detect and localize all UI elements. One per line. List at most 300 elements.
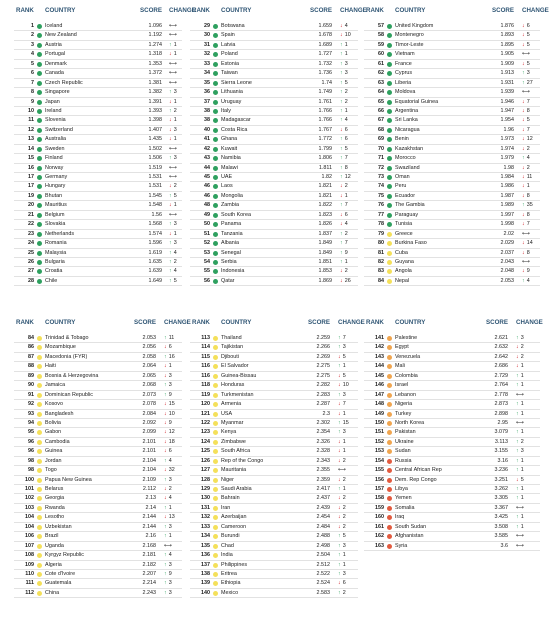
score: 1.849 [318,240,332,247]
change-amount: 3 [173,221,177,228]
change [164,438,182,446]
status-dot-icon [387,90,392,95]
rank: 35 [204,79,210,86]
table-row [14,192,182,201]
arrow-up-icon: ↑ [516,429,519,436]
score: 1.954 [500,117,514,124]
arrow-up-icon: ↑ [340,155,343,162]
status-dot-icon [37,393,42,398]
change-amount: 3 [168,589,172,596]
header-change: CHANGE [338,319,365,326]
arrow-down-icon: ↓ [169,51,172,58]
rank: 143 [375,353,384,360]
arrow-down-icon: ↓ [522,41,525,48]
arrow-both-icon: ⟷ [169,23,177,29]
score: 1.649 [148,277,162,284]
status-dot-icon [387,109,392,114]
rank: 111 [25,580,34,587]
country-name: Bangladesh [45,410,74,417]
table-row [190,589,358,598]
country-name: Dominican Republic [45,391,93,398]
country-name: Germany [45,174,68,180]
rank: 157 [375,486,384,492]
country-name: New Zealand [45,32,77,39]
arrow-up-icon: ↑ [164,353,167,360]
arrow-down-icon: ↓ [340,32,343,39]
score: 1.876 [500,23,514,29]
status-dot-icon [387,137,392,142]
status-dot-icon [387,260,392,265]
arrow-up-icon: ↑ [516,495,519,502]
change-amount: 14 [526,240,533,247]
change-amount: 13 [168,514,175,521]
score: 1.799 [318,145,332,152]
header-change: CHANGE [340,7,367,14]
score: 2.282 [316,382,330,389]
change [522,31,540,39]
table-row [14,372,182,381]
score: 1.851 [318,258,332,265]
arrow-down-icon: ↓ [338,372,341,379]
rank: 87 [28,353,34,360]
change [338,466,356,474]
status-dot-icon [387,383,392,388]
table-row [190,561,358,570]
arrow-up-icon: ↑ [338,419,341,426]
status-dot-icon [213,156,218,161]
country-name: Slovakia [45,221,66,228]
table-row [14,60,182,69]
change [164,466,182,474]
change [522,22,540,30]
status-dot-icon [213,137,218,142]
table-row [190,50,358,59]
table-row [190,88,358,97]
table-row [14,428,182,437]
change [338,504,356,512]
table-row [14,570,182,579]
status-dot-icon [37,506,42,511]
rank: 27 [28,268,34,275]
change-amount: 5 [342,353,346,360]
arrow-up-icon: ↑ [164,523,167,530]
status-dot-icon [213,52,218,57]
rank: 93 [28,410,34,417]
rank: 147 [375,391,384,398]
country-name: Chad [221,542,234,549]
score: 1.619 [148,249,162,256]
country-name: Nigeria [395,401,413,408]
arrow-down-icon: ↓ [338,448,341,455]
rank: 29 [204,23,210,29]
table-row [190,438,358,447]
change [164,485,182,493]
country-name: South Sudan [395,523,427,530]
score: 2.037 [500,249,514,256]
country-name: Finland [45,155,63,162]
change-amount: 7 [526,98,530,105]
ranking-column-4 [14,316,191,616]
change-amount: 5 [344,145,348,152]
country-name: Bulgaria [45,258,65,265]
arrow-both-icon: ⟷ [169,79,177,86]
status-dot-icon [213,581,218,586]
status-dot-icon [37,222,42,227]
change [522,220,540,228]
change [516,343,534,351]
score: 2.522 [316,570,330,577]
table-row [364,267,540,276]
score: 2.359 [316,476,330,483]
table-row [190,400,358,409]
change-amount: 3 [344,60,348,67]
country-name: Moldova [395,89,416,96]
arrow-down-icon: ↓ [340,23,343,29]
change [340,116,358,124]
country-name: Botswana [221,23,245,29]
rank: 101 [25,486,34,492]
change [516,334,534,342]
change-amount: 3 [168,476,172,483]
country-name: Croatia [45,268,63,275]
score: 2.873 [494,401,508,408]
table-row [364,494,540,503]
country-name: Equatorial Guinea [395,98,439,105]
arrow-down-icon: ↓ [338,353,341,360]
rank: 132 [201,514,210,521]
change-amount: 3 [173,89,177,96]
change-amount: 3 [342,391,346,398]
country-name: Montenegro [395,32,424,39]
change-amount: 7 [342,401,346,408]
change-amount: 5 [342,533,346,540]
table-row [14,41,182,50]
change-amount: 1 [344,107,348,114]
rank: 153 [375,448,384,455]
country-name: Singapore [45,89,70,96]
score: 2.182 [142,561,156,568]
change [522,267,540,275]
country-name: Slovenia [45,117,66,124]
column-header [190,316,365,328]
change [169,50,187,58]
country-name: Namibia [221,155,241,162]
change [338,334,356,342]
header-change: CHANGE [164,319,191,326]
change-amount: 1 [342,561,346,568]
column-header [14,316,191,328]
score: 1.826 [318,221,332,228]
rank: 42 [204,145,210,152]
rank: 137 [201,561,210,568]
score: 2.259 [316,335,330,341]
table-row [14,211,182,220]
arrow-up-icon: ↑ [338,589,341,596]
country-name: Paraguay [395,211,419,218]
change [522,173,540,181]
change [516,542,534,550]
rank: 14 [28,145,34,152]
change-amount: 1 [520,514,524,521]
rank: 114 [201,344,210,351]
status-dot-icon [37,279,42,284]
arrow-down-icon: ↓ [164,486,167,492]
status-dot-icon [387,421,392,426]
arrow-down-icon: ↓ [338,382,341,389]
rank: 61 [378,60,384,67]
rank: 73 [378,174,384,180]
status-dot-icon [387,166,392,171]
status-dot-icon [37,496,42,501]
score: 1.596 [148,240,162,247]
change [522,88,540,96]
status-dot-icon [387,534,392,539]
change [169,22,187,30]
arrow-down-icon: ↓ [164,372,167,379]
rank: 107 [25,542,34,549]
change-amount: 8 [526,249,530,256]
score: 2.275 [316,372,330,379]
change-amount: 1 [520,401,524,408]
arrow-up-icon: ↑ [522,202,525,209]
status-dot-icon [387,496,392,501]
country-name: Guinea-Bissau [221,372,257,379]
table-row [14,277,182,286]
score: 1.905 [500,51,514,58]
status-dot-icon [37,71,42,76]
rank: 32 [204,51,210,58]
score: 1.822 [318,202,332,209]
change [522,107,540,115]
arrow-up-icon: ↑ [516,523,519,530]
arrow-down-icon: ↓ [169,202,172,209]
status-dot-icon [37,421,42,426]
header-country: COUNTRY [45,7,76,14]
change [340,135,358,143]
table-row [14,201,182,210]
score: 2.454 [316,514,330,521]
country-name: Belgium [45,211,65,218]
table-row [14,561,182,570]
change [522,211,540,219]
table-row [14,551,182,560]
country-name: Uganda [45,542,64,549]
status-dot-icon [213,269,218,274]
country-name: Italy [221,107,231,114]
arrow-down-icon: ↓ [338,523,341,530]
arrow-up-icon: ↑ [169,258,172,265]
score: 2.302 [316,419,330,426]
status-dot-icon [37,128,42,133]
rank: 8 [31,89,34,96]
country-name: Austria [45,41,62,48]
rank: 148 [375,401,384,408]
change [516,494,534,502]
arrow-up-icon: ↑ [340,202,343,209]
country-name: Czech Republic [45,79,83,86]
arrow-up-icon: ↑ [169,249,172,256]
country-name: Nepal [395,277,410,284]
change-amount: 27 [526,79,533,86]
rank: 11 [28,117,34,124]
table-row [190,69,358,78]
score: 3.6 [500,542,508,549]
change [338,485,356,493]
ranking-column-6 [364,316,543,616]
status-dot-icon [387,269,392,274]
status-dot-icon [37,449,42,454]
rank: 26 [28,258,34,265]
arrow-down-icon: ↓ [169,183,172,190]
rank: 133 [201,523,210,530]
change-amount: 2 [526,164,530,171]
change [522,164,540,172]
arrow-up-icon: ↑ [338,533,341,540]
rank: 116 [201,363,210,370]
change [338,372,356,380]
status-dot-icon [37,374,42,379]
score: 1.548 [148,202,162,209]
change [516,381,534,389]
rank: 104 [25,514,34,521]
status-dot-icon [387,478,392,483]
score: 1.749 [318,89,332,96]
change [338,343,356,351]
change [522,79,540,87]
country-name: UAE [221,174,233,180]
arrow-up-icon: ↑ [340,174,343,180]
change [164,513,182,521]
table-row [14,419,182,428]
rank: 159 [375,504,384,511]
country-name: Bolivia [45,419,61,426]
table-row [190,485,358,494]
arrow-both-icon: ⟷ [522,89,530,96]
change [340,267,358,275]
change-amount: 1 [520,372,524,379]
change-amount: 1 [344,258,348,265]
rank: 125 [201,448,210,455]
score: 2.16 [145,533,156,540]
status-dot-icon [387,71,392,76]
table-row [190,353,358,362]
status-dot-icon [387,279,392,284]
change [164,476,182,484]
score: 1.318 [148,51,162,58]
arrow-up-icon: ↑ [338,391,341,398]
rank: 80 [378,240,384,247]
country-name: Timor-Leste [395,41,424,48]
table-row [190,60,358,69]
arrow-down-icon: ↓ [340,192,343,199]
status-dot-icon [37,24,42,29]
change [516,532,534,540]
arrow-both-icon: ⟷ [522,230,530,237]
score: 1.761 [318,98,332,105]
change-amount: 2 [342,514,346,521]
score: 1.659 [318,23,332,29]
status-dot-icon [37,194,42,199]
table-row [190,334,358,343]
change [169,173,187,181]
arrow-up-icon: ↑ [338,363,341,370]
rank: 1 [31,23,34,29]
change-amount: 9 [168,391,172,398]
arrow-up-icon: ↑ [340,70,343,77]
score: 2.181 [142,552,156,559]
change [340,239,358,247]
change [169,98,187,106]
status-dot-icon [387,232,392,237]
change-amount: 2 [173,107,177,114]
country-name: Spain [221,32,235,39]
header-rank: RANK [16,319,34,326]
rank: 19 [28,192,34,199]
arrow-up-icon: ↑ [516,372,519,379]
change-amount: 1 [520,495,524,502]
country-name: Myanmar [221,419,244,426]
arrow-up-icon: ↑ [340,164,343,171]
rank: 40 [204,126,210,133]
country-name: Cameroon [221,523,247,530]
score: 2.354 [316,429,330,436]
change-amount: 35 [526,202,533,209]
change-amount: 2 [520,438,524,445]
rank: 43 [204,155,210,162]
status-dot-icon [37,62,42,67]
country-name: Malaysia [45,249,67,256]
rank: 96 [28,448,34,455]
table-row [364,391,540,400]
rank: 76 [378,202,384,209]
change-amount: 6 [344,126,348,133]
arrow-down-icon: ↓ [522,117,525,124]
status-dot-icon [37,166,42,171]
change [340,69,358,77]
rank: 38 [204,107,210,114]
rank: 151 [375,429,384,436]
country-name: Dem. Rep Congo [395,476,437,483]
status-dot-icon [387,251,392,256]
country-name: Norway [45,164,64,171]
change [338,362,356,370]
table-row [364,258,540,267]
change-amount: 4 [168,457,172,464]
rank: 140 [201,589,210,596]
country-name: Libya [395,486,408,492]
country-name: France [395,60,412,67]
status-dot-icon [37,383,42,388]
score: 3.305 [494,495,508,502]
score: 1.947 [500,107,514,114]
arrow-up-icon: ↑ [338,486,341,492]
change-amount: 1 [342,552,346,559]
score: 1.56 [151,211,162,218]
rank: 126 [201,457,210,464]
table-row [190,201,358,210]
score: 2.13 [145,495,156,502]
arrow-up-icon: ↑ [340,230,343,237]
rank: 6 [31,70,34,77]
score: 1.98 [503,164,514,171]
change [340,145,358,153]
arrow-down-icon: ↓ [169,117,172,124]
change [338,561,356,569]
change-amount: 1 [168,363,172,370]
change-amount: 9 [168,419,172,426]
change-amount: 4 [344,117,348,124]
change-amount: 3 [526,70,530,77]
